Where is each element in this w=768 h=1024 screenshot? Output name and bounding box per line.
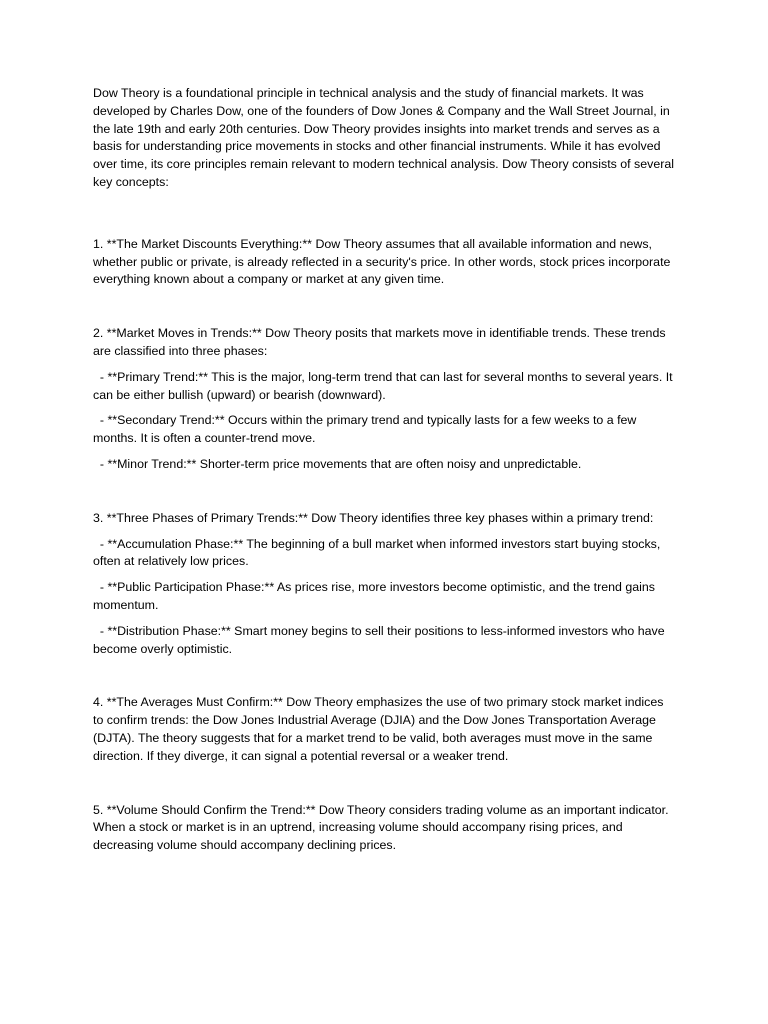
- document-body: [93, 85, 675, 863]
- section-volume-confirm: [93, 802, 675, 855]
- intro-paragraph: Dow Theory is a foundational principle in technical analysis and the study of financial markets. It was developed by Charles Dow, one of the founders of Dow Jones & Company and the Wall Street Journal, in the late 19th and early 20th centuries. Dow Theory provides insights into market trends and serves as a basis for understanding price movements in stocks and other financial instruments. While it has evolved over time, its core principles remain relevant to modern technical analysis. Dow Theory consists of several key concepts:: [93, 86, 674, 189]
- section-market-trends: [93, 325, 675, 474]
- list-item-minor-trend: - **Minor Trend:** Shorter-term price movements that are often noisy and unpredictable.: [99, 456, 582, 471]
- list-item-public-participation-phase: - **Public Participation Phase:** As prices rise, more investors become optimistic, and the trend gains momentum.: [93, 580, 655, 612]
- section-lead: 1. **The Market Discounts Everything:** Dow Theory assumes that all available information and news, whether public or private, is already reflected in a security's price. In other words, stock prices incorporate everything known about a company or market at any given time.: [93, 236, 671, 287]
- section-lead: 3. **Three Phases of Primary Trends:** Dow Theory identifies three key phases within a primary trend:: [93, 510, 654, 525]
- section-lead: 2. **Market Moves in Trends:** Dow Theory posits that markets move in identifiable trends. These trends are classified into three phases:: [93, 326, 666, 358]
- list-item-secondary-trend: - **Secondary Trend:** Occurs within the primary trend and typically lasts for a few weeks to a few months. It is often a counter-trend move.: [93, 413, 637, 446]
- section-lead: 4. **The Averages Must Confirm:** Dow Theory emphasizes the use of two primary stock market indices to confirm trends: the Dow Jones Industrial Average (DJIA) and the Dow Jones Transportation Average (DJTA). The theory suggests that for a market trend to be valid, both averages must move in the same direction. If they diverge, it can signal a potential reversal or a weaker trend.: [93, 695, 664, 763]
- list-item-accumulation-phase: - **Accumulation Phase:** The beginning of a bull market when informed investors start buying stocks, often at relatively low prices.: [93, 536, 661, 569]
- section-averages-confirm: [93, 694, 675, 765]
- section-market-discounts: [93, 236, 675, 289]
- list-item-primary-trend: - **Primary Trend:** This is the major, long-term trend that can last for several months to several years. It can be either bullish (upward) or bearish (downward).: [93, 369, 673, 402]
- section-lead: 5. **Volume Should Confirm the Trend:** Dow Theory considers trading volume as an important indicator. When a stock or market is in an uptrend, increasing volume should accompany rising prices, and decreasing volume should accompany declining prices.: [93, 802, 669, 853]
- list-item-distribution-phase: - **Distribution Phase:** Smart money begins to sell their positions to less-informed investors who have become overly optimistic.: [93, 623, 665, 656]
- section-three-phases: [93, 510, 675, 659]
